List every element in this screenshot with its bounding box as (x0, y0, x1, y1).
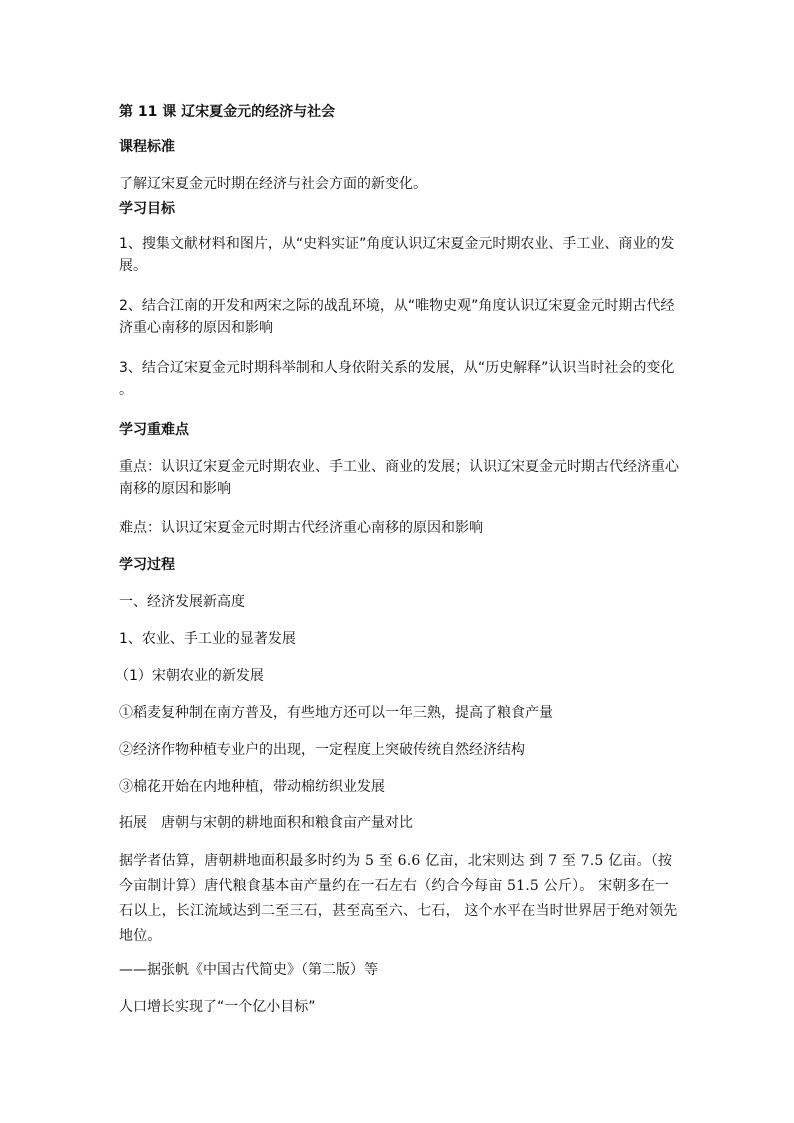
subsection-heading: 1、农业、手工业的显著发展 (119, 631, 296, 647)
extension-text: 据学者估算，唐朝耕地面积最多时约为 5 至 6.6 亿亩，北宋则达 到 7 至 7.5 亿亩。（按今亩制计算）唐代粮食基本亩产量约在一石左右（约合今每亩 51.5 公斤）。 宋朝多在一石以上，长江流域达到二至三石，甚至高至六、七石， 这个水平在当时世界居于绝对领先地位。 (119, 853, 678, 944)
key-point-difficulty: 难点：认识辽宋夏金元时期古代经济重心南移的原因和影响 (119, 520, 483, 536)
objective-item-1: 1、搜集文献材料和图片，从“史料实证”角度认识辽宋夏金元时期农业、手工业、商业的发展。 (119, 236, 675, 274)
objectives-heading: 学习目标 (119, 201, 175, 217)
extension-title: 拓展 唐朝与宋朝的耕地面积和粮食亩产量对比 (119, 815, 413, 831)
section-heading: 一、经济发展新高度 (119, 594, 245, 610)
process-heading: 学习过程 (119, 557, 175, 573)
point-item-1: ①稻麦复种制在南方普及，有些地方还可以一年三熟，提高了粮食产量 (119, 705, 553, 721)
population-line: 人口增长实现了“一个亿小目标” (119, 999, 316, 1015)
standard-text: 了解辽宋夏金元时期在经济与社会方面的新变化。 (119, 176, 427, 192)
objective-item-2: 2、结合江南的开发和两宋之际的战乱环境，从“唯物史观”角度认识辽宋夏金元时期古代经济重心南移的原因和影响 (119, 298, 675, 336)
lesson-title: 第 11 课 辽宋夏金元的经济与社会 (119, 104, 336, 120)
source-citation: ——据张帆《中国古代简史》（第二版）等 (119, 962, 378, 978)
key-points-heading: 学习重难点 (119, 422, 189, 438)
point-item-2: ②经济作物种植专业户的出现，一定程度上突破传统自然经济结构 (119, 742, 525, 758)
standard-heading: 课程标准 (119, 139, 175, 155)
key-point-focus: 重点：认识辽宋夏金元时期农业、手工业、商业的发展；认识辽宋夏金元时期古代经济重心南移的原因和影响 (119, 459, 679, 497)
item-heading: （1）宋朝农业的新发展 (115, 668, 264, 684)
objective-item-3: 3、结合辽宋夏金元时期科举制和人身依附关系的发展，从“历史解释”认识当时社会的变化 。 (119, 360, 675, 398)
point-item-3: ③棉花开始在内地种植，带动棉纺织业发展 (119, 779, 385, 795)
